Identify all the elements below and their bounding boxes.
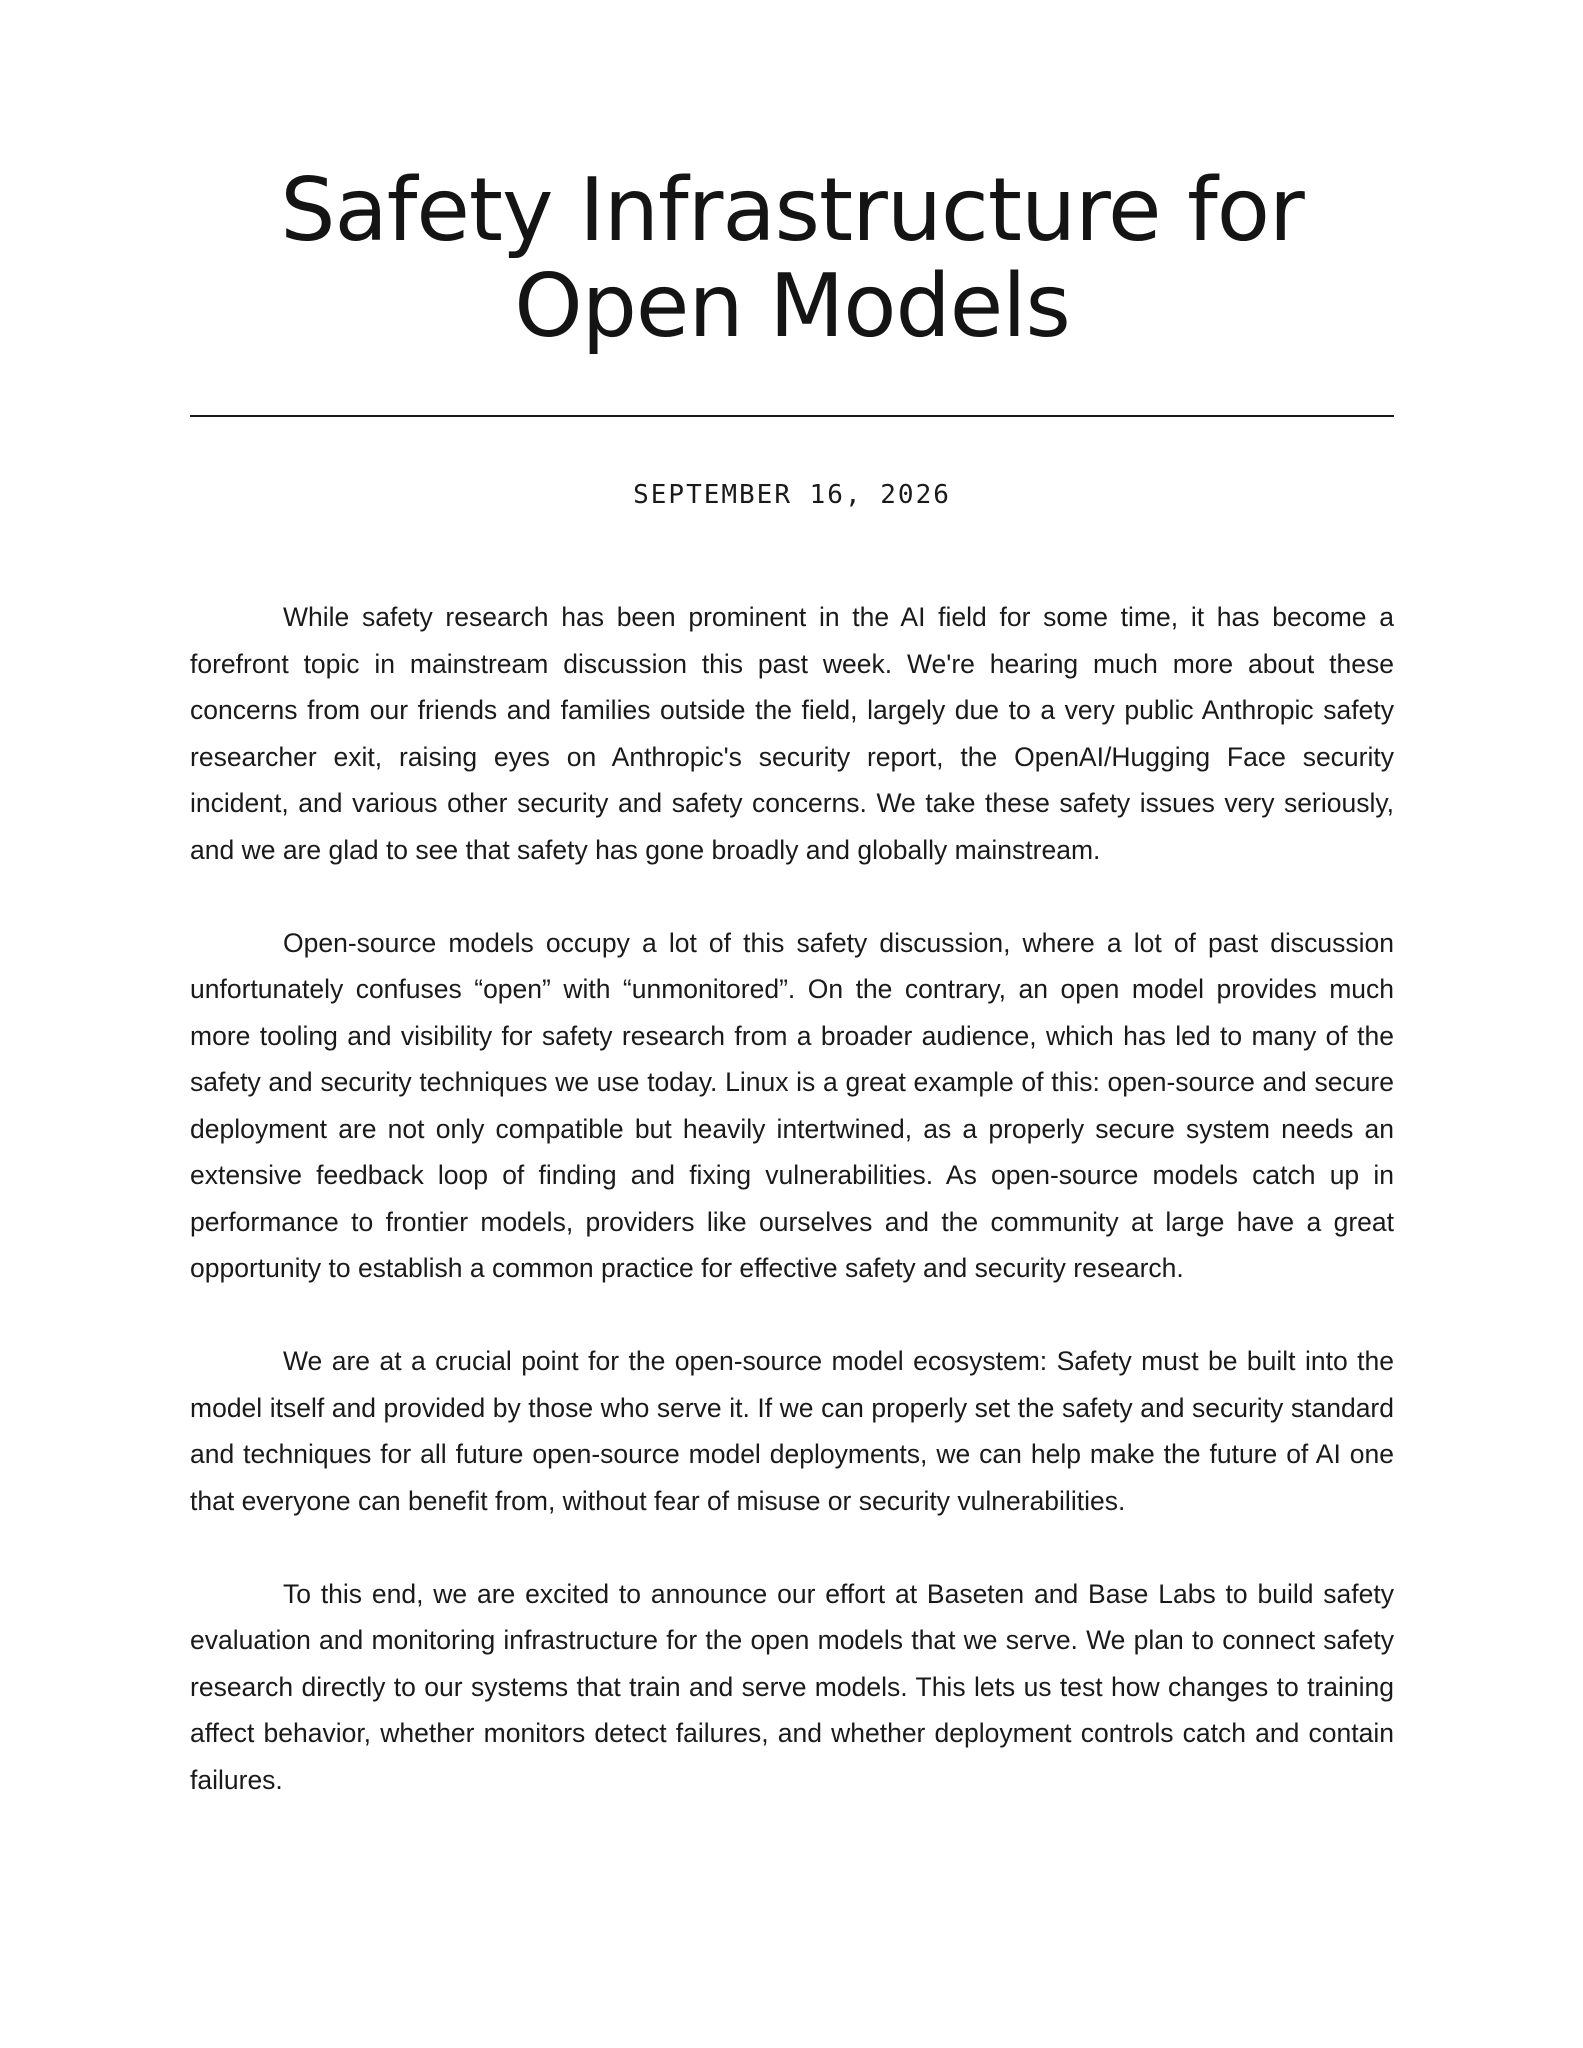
article-title: Safety Infrastructure for Open Models	[280, 159, 1304, 357]
paragraph-3: We are at a crucial point for the open-source model ecosystem: Safety must be built into the model itself and provided by those who serve it. If we can properly set the safety and security standard and techniques for all future open-source model deployments, we can help make the future of AI one that everyone can benefit from, without fear of misuse or security vulnerabilities.	[190, 1346, 1394, 1516]
paragraph-1: While safety research has been prominent in the AI field for some time, it has become a forefront topic in mainstream discussion this past week. We're hearing much more about these concerns from our friends and families outside the field, largely due to a very public Anthropic safety researcher exit, raising eyes on Anthropic's security report, the OpenAI/Hugging Face security incident, and various other security and safety concerns. We take these safety issues very seriously, and we are glad to see that safety has gone broadly and globally mainstream.	[190, 602, 1394, 865]
paragraph-4: To this end, we are excited to announce our effort at Baseten and Base Labs to build safety evaluation and monitoring infrastructure for the open models that we serve. We plan to connect safety research directly to our systems that train and serve models. This lets us test how changes to training affect behavior, whether monitors detect failures, and whether deployment controls catch and contain failures.	[190, 1578, 1394, 1795]
paragraph-2: Open-source models occupy a lot of this safety discussion, where a lot of past discussion unfortunately confuses “open” with “unmonitored”. On the contrary, an open model provides much more tooling and visibility for safety research from a broader audience, which has led to many of the safety and security techniques we use today. Linux is a great example of this: open-source and secure deployment are not only compatible but heavily intertwined, as a properly secure system needs an extensive feedback loop of finding and fixing vulnerabilities. As open-source models catch up in performance to frontier models, providers like ourselves and the community at large have a great opportunity to establish a common practice for effective safety and security research.	[190, 927, 1394, 1283]
article-date: SEPTEMBER 16, 2026	[633, 480, 951, 510]
title-divider	[190, 415, 1394, 417]
article-body	[190, 594, 1394, 1850]
